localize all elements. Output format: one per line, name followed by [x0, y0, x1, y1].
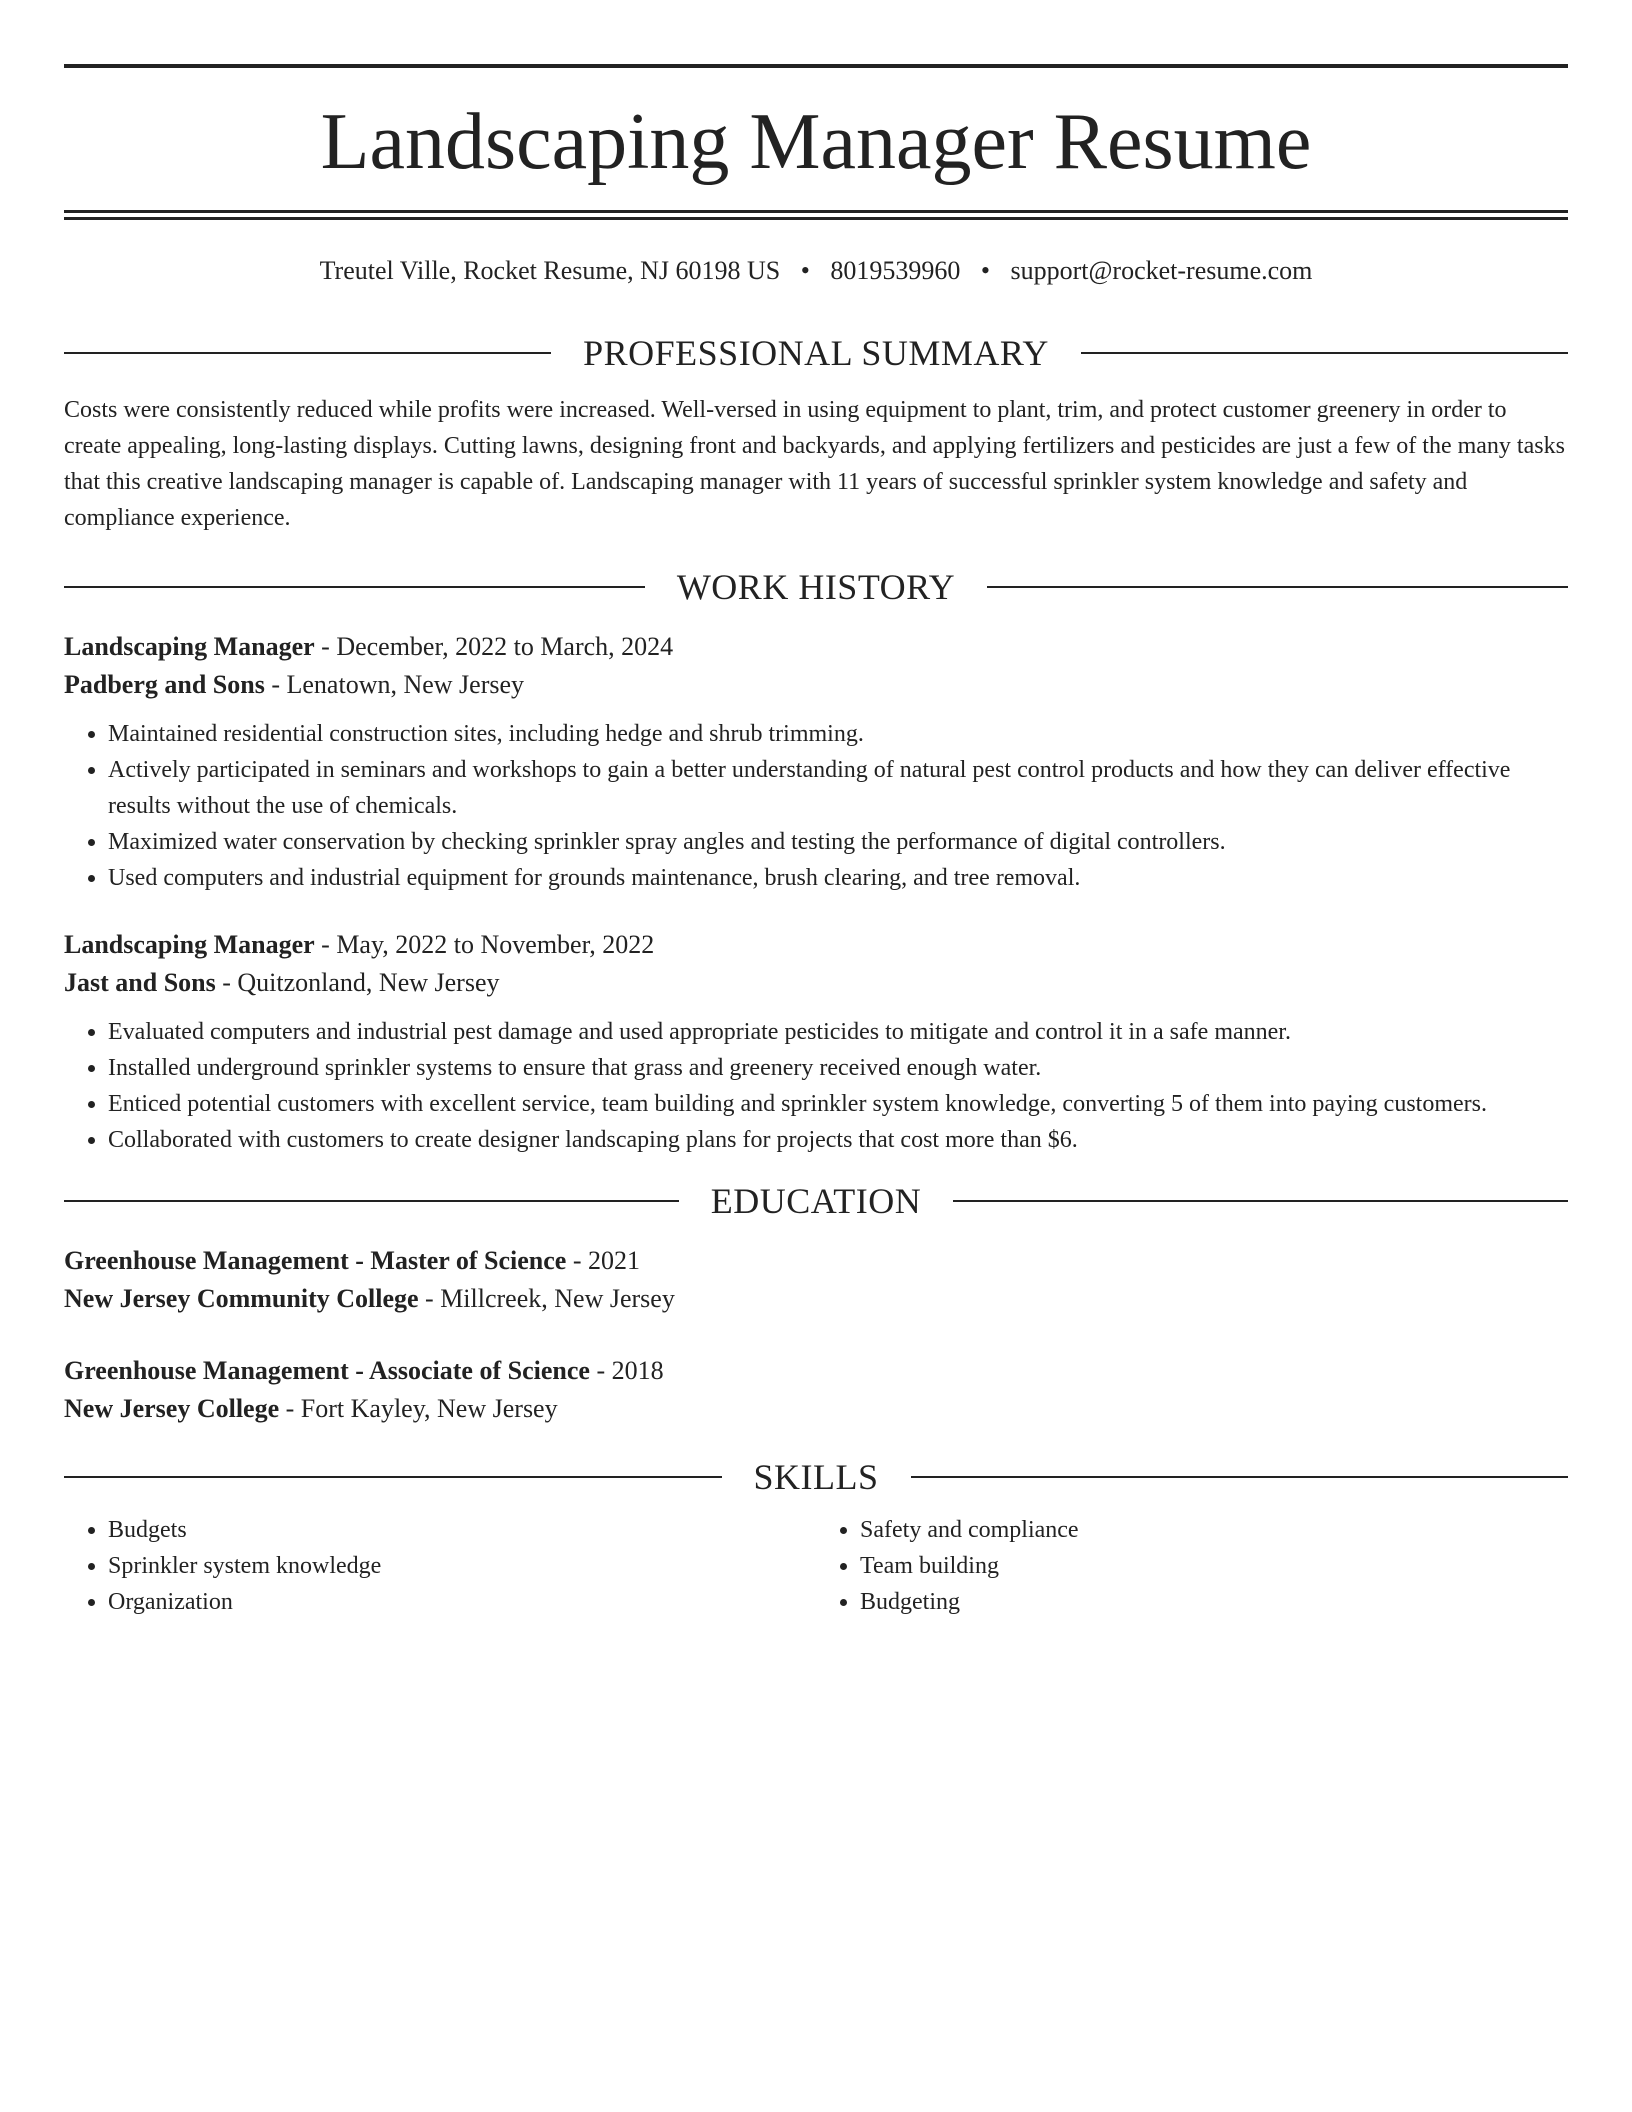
job-bullets [64, 716, 1568, 896]
work-entry [64, 926, 1568, 1158]
school-name: New Jersey College [64, 1394, 280, 1423]
skills-list-left [64, 1512, 816, 1620]
skill-item: • Sprinkler system knowledge [108, 1548, 816, 1584]
summary-text: Costs were consistently reduced while profits were increased. Well-versed in using equipment to plant, trim, and protect customer greenery in order to create appealing, long-lasting displays. Cutting lawns, designing front and backyards, and applying fertilizers and pesticides are just a few of the many tasks that this creative landscaping manager is capable of. Landscaping manager with 11 years of successful sprinkler system knowledge and safety and compliance experience. [64, 397, 1565, 531]
section-rule [64, 352, 551, 354]
contact-phone: 8019539960 [830, 256, 961, 285]
section-title-skills: SKILLS [753, 1457, 879, 1497]
job-bullet: • Installed underground sprinkler systems to ensure that grass and greenery received enough water. [108, 1050, 1568, 1086]
job-bullets [64, 1014, 1568, 1158]
degree-name: Greenhouse Management - Master of Science [64, 1246, 567, 1275]
skills-list-right [816, 1512, 1568, 1620]
job-company: Padberg and Sons [64, 670, 265, 699]
job-title-line [64, 628, 1568, 666]
contact-email: support@rocket-resume.com [1010, 256, 1313, 285]
degree-year: - 2021 [566, 1246, 640, 1275]
job-bullet: • Maximized water conservation by checking sprinkler spray angles and testing the performance of digital controllers. [108, 824, 1568, 860]
section-rule [987, 586, 1568, 588]
education-entry [64, 1352, 1568, 1428]
job-bullet: • Maintained residential construction sites, including hedge and shrub trimming. [108, 716, 1568, 752]
skill-item: • Budgeting [860, 1584, 1568, 1620]
section-rule [1081, 352, 1568, 354]
degree-year: - 2018 [589, 1356, 664, 1385]
section-rule [64, 1200, 679, 1202]
school-location: - Fort Kayley, New Jersey [279, 1394, 558, 1423]
job-title-line [64, 926, 1568, 964]
skill-item: • Safety and compliance [860, 1512, 1568, 1548]
job-location: - Lenatown, New Jersey [264, 670, 525, 699]
school-line [64, 1280, 1568, 1318]
work-history-list [64, 628, 1568, 1158]
school-name: New Jersey Community College [64, 1284, 419, 1313]
section-rule [64, 1476, 722, 1478]
education-entry [64, 1242, 1568, 1318]
section-header-education [64, 1180, 1568, 1222]
job-role: Landscaping Manager [64, 930, 315, 959]
job-company: Jast and Sons [64, 968, 216, 997]
title-double-rule [64, 210, 1568, 220]
degree-line [64, 1352, 1568, 1390]
job-company-line [64, 666, 1568, 704]
job-bullet: • Evaluated computers and industrial pest damage and used appropriate pesticides to mitigate and control it in a safe manner. [108, 1014, 1568, 1050]
section-header-work [64, 566, 1568, 608]
school-line [64, 1390, 1568, 1428]
section-rule [953, 1200, 1568, 1202]
job-company-line [64, 964, 1568, 1002]
contact-separator: • [980, 256, 990, 285]
contact-separator: • [800, 256, 810, 285]
job-bullet: • Enticed potential customers with excellent service, team building and sprinkler system knowledge, converting 5 of them into paying customers. [108, 1086, 1568, 1122]
job-bullet: • Collaborated with customers to create designer landscaping plans for projects that cost more than $6. [108, 1122, 1568, 1158]
section-title-summary: PROFESSIONAL SUMMARY [583, 333, 1049, 373]
top-rule [64, 64, 1568, 68]
contact-address: Treutel Ville, Rocket Resume, NJ 60198 US [319, 256, 781, 285]
job-dates: - December, 2022 to March, 2024 [314, 632, 674, 661]
education-list [64, 1242, 1568, 1428]
skill-item: • Organization [108, 1584, 816, 1620]
degree-line [64, 1242, 1568, 1280]
degree-name: Greenhouse Management - Associate of Science [64, 1356, 590, 1385]
skill-item: • Budgets [108, 1512, 816, 1548]
job-dates: - May, 2022 to November, 2022 [314, 930, 655, 959]
section-header-summary [64, 332, 1568, 374]
job-bullet: • Actively participated in seminars and workshops to gain a better understanding of natural pest control products and how they can deliver effective results without the use of chemicals. [108, 752, 1568, 824]
contact-line [64, 256, 1568, 286]
page-title: Landscaping Manager Resume [320, 98, 1312, 186]
job-role: Landscaping Manager [64, 632, 315, 661]
work-entry [64, 628, 1568, 896]
job-bullet: • Used computers and industrial equipment for grounds maintenance, brush clearing, and tree removal. [108, 860, 1568, 896]
skills-columns [64, 1512, 1568, 1620]
skill-item: • Team building [860, 1548, 1568, 1584]
section-header-skills [64, 1456, 1568, 1498]
section-title-education: EDUCATION [710, 1181, 922, 1221]
section-title-work: WORK HISTORY [676, 567, 956, 607]
section-rule [64, 586, 645, 588]
section-rule [911, 1476, 1569, 1478]
job-location: - Quitzonland, New Jersey [215, 968, 500, 997]
school-location: - Millcreek, New Jersey [418, 1284, 675, 1313]
